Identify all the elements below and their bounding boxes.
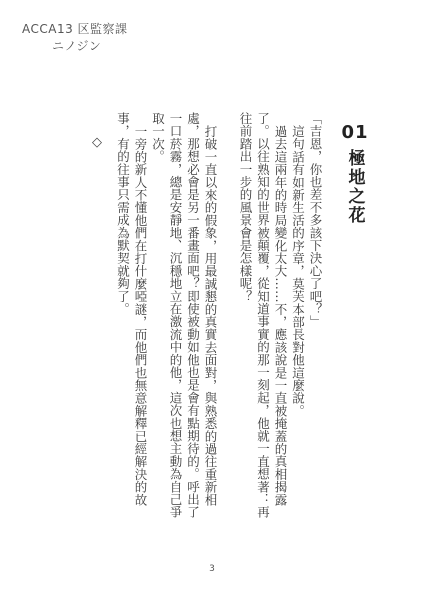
chapter-title: 極地之花 (344, 149, 365, 225)
vertical-body-text (64, 112, 324, 527)
chapter-heading (337, 122, 373, 225)
paragraph: 打破一直以來的假象，用最誠懇的真實去面對，與熟悉的過往重新相處，那想必會是另一番畫面吧？即使被動如他也是會有點期待的。呼出了一口菸霧，總是安靜地、沉穩地立在激流中的他，這次也想主動為自己爭取一次。 (150, 112, 218, 519)
paragraph: 這句話有如新生活的序章，莫芙本部長對他這麼說。 (290, 124, 306, 417)
page-number: 3 (209, 564, 215, 574)
series-title: ACCA13 区監察課 (22, 22, 128, 36)
section-break-diamond-icon: ◇ (92, 135, 102, 150)
chapter-number: 01 (341, 122, 369, 143)
author-name: ニノジン (52, 39, 102, 53)
paragraph: 過去這兩年的時局變化太大……不，應該說是一直被掩蓋的真相揭露了。以往熟知的世界被顛覆，從知道事實的那一刻起，他就一直想著：再往前踏出一步的風景會是怎樣呢？ (238, 112, 288, 519)
paragraph: 一旁的新人不懂他們在打什麼啞謎，而他們也無意解釋已經解決的故事，有的往事只需成為默契就夠了。 (115, 112, 148, 506)
paragraph-spacer (219, 112, 237, 527)
paragraph-dialogue: 「吉恩，你也差不多該下決心了吧？」 (308, 112, 323, 328)
running-header (22, 22, 128, 53)
